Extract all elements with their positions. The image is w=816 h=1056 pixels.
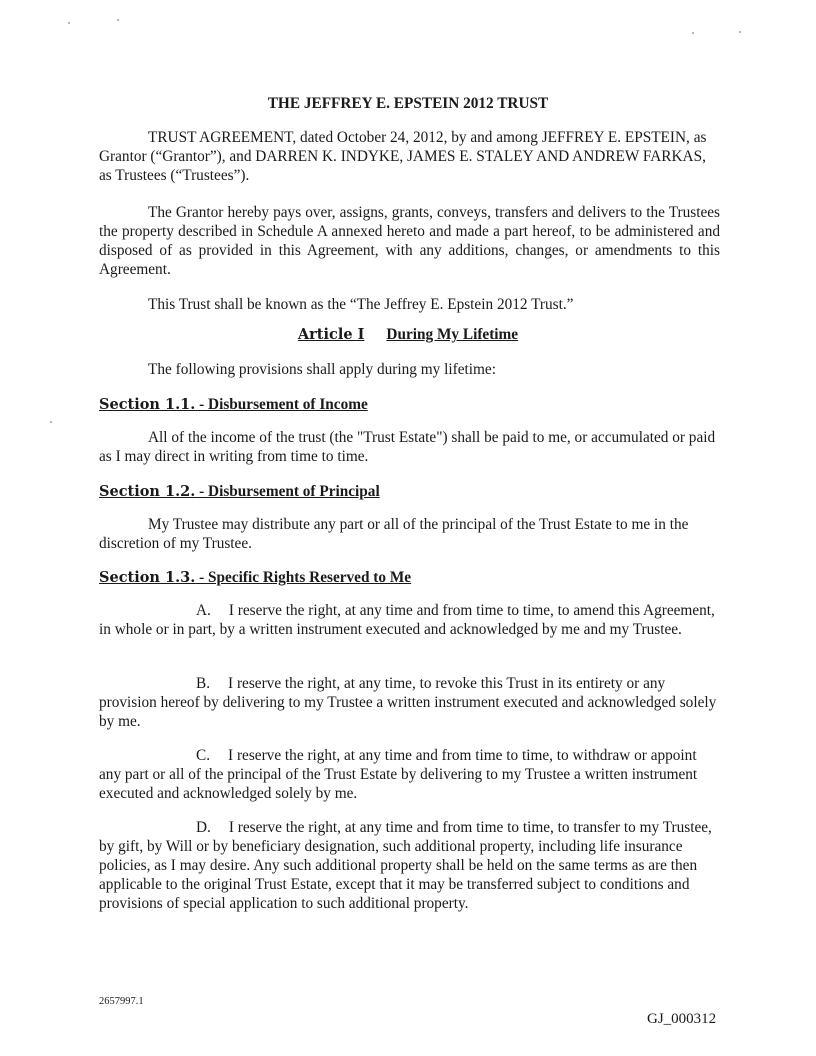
item-text: I reserve the right, at any time and from time to time, to withdraw or appoint any part or all of the principal of the Trust Estate by delivering to my Trustee a written instrument executed and acknowledged solely by me. (99, 747, 698, 802)
scan-speck (692, 32, 694, 34)
item-letter: A. (196, 602, 211, 619)
bates-number: GJ_000312 (647, 1011, 717, 1027)
section-1-1-body: All of the income of the trust (the "Trust Estate") shall be paid to me, or accumulated or paid as I may direct in writing from time to time. (99, 429, 716, 465)
document-title: THE JEFFREY E. EPSTEIN 2012 TRUST (267, 95, 549, 112)
scan-speck (739, 31, 741, 33)
scan-speck (117, 19, 119, 21)
article-number: Article I (297, 326, 365, 343)
item-letter: D. (196, 819, 211, 836)
section-dash: - (195, 396, 209, 413)
section-dash: - (195, 483, 209, 500)
section-dash: - (195, 569, 209, 586)
section-number: Section 1.3. (99, 569, 196, 586)
section-number: Section 1.2. (99, 483, 196, 500)
section-1-1-heading (99, 396, 368, 414)
item-text: I reserve the right, at any time and from time to time, to amend this Agreement, in whole or in part, by a written instrument executed and acknowledged by me and my Trustee. (99, 602, 715, 638)
item-letter: B. (196, 675, 211, 692)
trust-name-paragraph: This Trust shall be known as the “The Jeffrey E. Epstein 2012 Trust.” (148, 296, 574, 313)
item-text: I reserve the right, at any time and from time to time, to transfer to my Trustee, by gift, by Will or by beneficiary designation, such additional property, including life insurance policies, as I may desire. Any such additional property shall be held on the same terms as are then applicable to the original Trust Estate, except that it may be transferred subject to conditions and provisions of special application to such additional property. (99, 819, 712, 912)
reserved-right-item-b (99, 674, 720, 731)
footer-document-id: 2657997.1 (99, 996, 144, 1007)
reserved-right-item-d (99, 818, 720, 913)
article-lead-paragraph: The following provisions shall apply during my lifetime: (148, 361, 496, 378)
section-1-2-heading (99, 483, 380, 501)
article-heading (0, 326, 816, 344)
section-name: Disbursement of Income (208, 396, 368, 413)
item-letter: C. (196, 747, 211, 764)
section-name: Disbursement of Principal (208, 483, 380, 500)
section-number: Section 1.1. (99, 396, 196, 413)
article-name: During My Lifetime (386, 326, 519, 343)
section-1-2-body: My Trustee may distribute any part or all of the principal of the Trust Estate to me in the discretion of my Trustee. (99, 516, 689, 552)
scan-speck (68, 22, 70, 24)
reserved-right-item-c (99, 746, 720, 803)
item-text: I reserve the right, at any time, to revoke this Trust in its entirety or any provision hereof by delivering to my Trustee a written instrument executed and acknowledged solely by me. (99, 675, 717, 730)
section-name: Specific Rights Reserved to Me (208, 569, 412, 586)
section-1-3-heading (99, 569, 411, 587)
reserved-right-item-a (99, 601, 720, 639)
scan-speck (50, 421, 52, 423)
conveyance-paragraph: The Grantor hereby pays over, assigns, grants, conveys, transfers and delivers to the Trustees the property described in Schedule A annexed hereto and made a part hereof, to be administered and disposed of as provided in this Agreement, with any additions, changes, or amendments to this Agreement. (99, 204, 720, 278)
intro-paragraph: TRUST AGREEMENT, dated October 24, 2012, by and among JEFFREY E. EPSTEIN, as Grantor (“Grantor”), and DARREN K. INDYKE, JAMES E. STALEY AND ANDREW FARKAS, as Trustees (“Trustees”). (99, 129, 707, 184)
